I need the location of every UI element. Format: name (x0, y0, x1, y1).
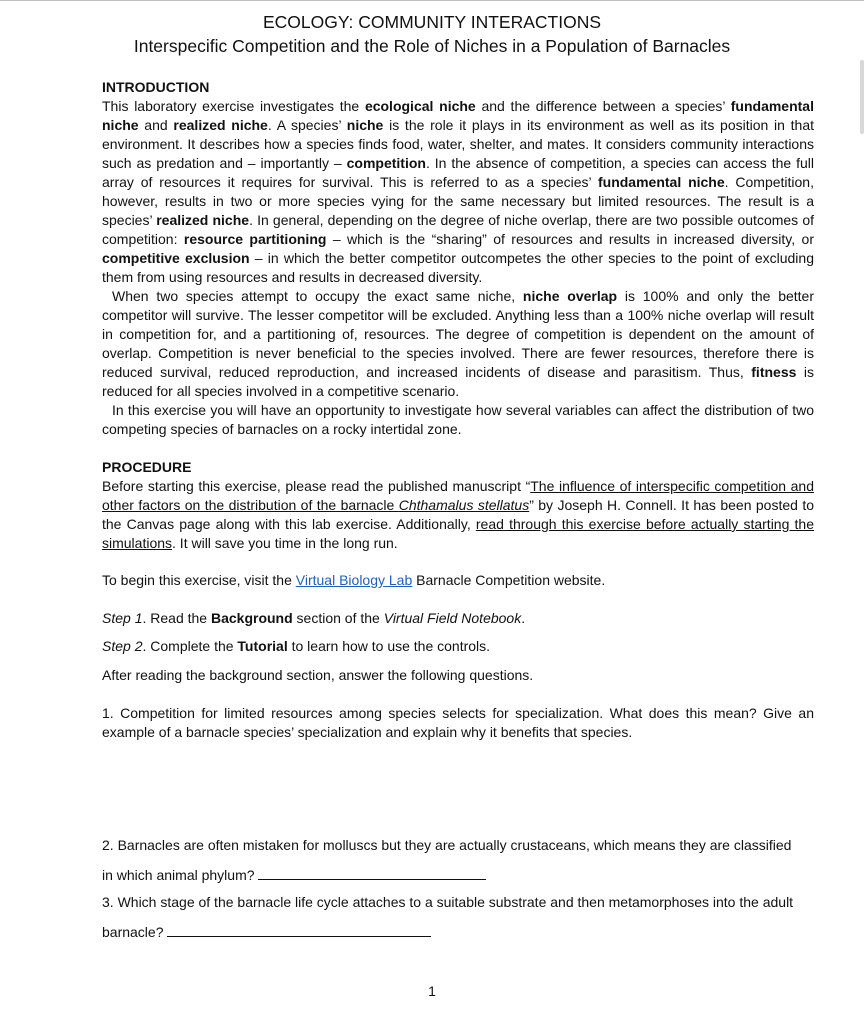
document-title: ECOLOGY: COMMUNITY INTERACTIONS (262, 12, 602, 32)
text-run: fundamental niche (597, 174, 725, 190)
question-3-line-2 (102, 922, 814, 942)
text-run: Barnacle Competition website. (412, 572, 606, 588)
intro-paragraph-2 (102, 287, 814, 401)
text-run: In this exercise you will have an opportunity to investigate how several variables can affect the distribution of two competing species of barnacles on a rocky intertidal zone. (102, 402, 814, 437)
question-3-prompt: barnacle? (102, 924, 164, 940)
document-subtitle: Interspecific Competition and the Role of Niches in a Population of Barnacles (133, 36, 731, 56)
intro-paragraph-3 (102, 401, 814, 439)
after-reading-instruction (102, 666, 814, 685)
question-2-line-1: 2. Barnacles are often mistaken for molluscs but they are actually crustaceans, which means they are classified (102, 837, 792, 853)
procedure-intro (102, 477, 814, 553)
text-run: is 100% and only the better competitor will survive. The lesser competitor will be excluded. Anything less than a 100% niche overlap will result in competition for, and a partitioning of, resources. The degree of competition is dependent on the amount of overlap. Competition is never beneficial to the species involved. There are fewer resources, therefore there is reduced survival, reduced reproduction, and increased incidents of disease and parasitism. Thus, (102, 288, 815, 380)
text-run: . A species’ (267, 117, 347, 133)
text-run: – which is the “sharing” of resources and results in increased diversity, or (326, 231, 814, 247)
text-run: niche (346, 117, 384, 133)
text-run: Chthamalus stellatus (398, 497, 530, 513)
text-run: resource partitioning (183, 231, 327, 247)
question-2-answer-blank[interactable] (258, 865, 486, 880)
text-run: Virtual Field Notebook (383, 610, 522, 626)
text-run: Tutorial (237, 638, 288, 654)
question-2-line-2 (102, 865, 814, 885)
text-run: This laboratory exercise investigates the (102, 98, 365, 114)
text-run: read through this exercise before actually starting the simulations (102, 516, 815, 551)
text-run: Step 2 (102, 638, 143, 654)
text-run: . (521, 610, 526, 626)
text-run: When two species attempt to occupy the exact same niche, (112, 288, 523, 304)
text-run: competition (346, 155, 426, 171)
text-run: Before starting this exercise, please read the published manuscript “ (102, 478, 531, 494)
question-2-prompt: in which animal phylum? (102, 867, 255, 883)
procedure-paragraph (102, 477, 814, 553)
introduction-heading: INTRODUCTION (102, 79, 210, 95)
text-run: ” by Joseph H. Connell. It has been posted to the Canvas page along with this lab exercise. Additionally, (102, 497, 814, 532)
text-run: realized niche (156, 212, 250, 228)
text-run: is reduced for all species involved in a competitive scenario. (102, 364, 814, 399)
scrollbar-thumb[interactable] (860, 60, 864, 134)
text-run: The influence of interspecific competition and other factors on the distribution of the barnacle (102, 478, 814, 513)
page-number: 1 (428, 983, 436, 999)
page-top-border (0, 0, 864, 1)
text-run: . In the absence of competition, a species can access the full array of resources it requires for survival. This is referred to as a species’ (102, 155, 814, 190)
text-run: fundamental niche (102, 98, 814, 133)
text-run: . Competition, however, results in two or more species vying for the same necessary but limited resources. The result is a species’ (102, 174, 814, 228)
text-run: realized niche (173, 117, 268, 133)
text-run: Step 1 (102, 610, 143, 626)
step-2 (102, 637, 814, 656)
text-run: . Complete the (142, 638, 238, 654)
text-run: To begin this exercise, visit the (102, 572, 296, 588)
step-1 (102, 609, 814, 628)
text-run: to learn how to use the controls. (287, 638, 491, 654)
text-run: fitness (751, 364, 797, 380)
introduction-body (102, 97, 814, 439)
text-run: competitive exclusion (102, 250, 250, 266)
virtual-biology-lab-link[interactable]: Virtual Biology Lab (295, 572, 413, 588)
question-3-answer-blank[interactable] (167, 922, 431, 937)
begin-instruction (102, 571, 814, 590)
text-run: is the role it plays in its environment as well as its position in that environment. It describes how a species finds food, water, shelter, and mates. It considers community interactions such as predation and – importantly – (102, 117, 815, 171)
procedure-heading: PROCEDURE (102, 459, 192, 475)
question-1: 1. Competition for limited resources among species selects for specialization. What does this mean? Give an example of a barnacle species’ specialization and explain why it benefits that species. (102, 705, 814, 740)
text-run: . It will save you time in the long run. (172, 535, 398, 551)
text-run: After reading the background section, answer the following questions. (102, 667, 534, 683)
text-run: niche overlap (522, 288, 618, 304)
text-run: . Read the (142, 610, 211, 626)
intro-paragraph-1 (102, 97, 814, 287)
text-run: . In general, depending on the degree of niche overlap, there are two possible outcomes of competition: (102, 212, 815, 247)
text-run: ecological niche (364, 98, 476, 114)
text-run: Background (210, 610, 293, 626)
text-run: and the difference between a species’ (475, 98, 731, 114)
text-run: and (138, 117, 174, 133)
text-run: section of the (292, 610, 384, 626)
text-run: – in which the better competitor outcompetes the other species to the point of excluding them from using resources and results in decreased diversity. (102, 250, 814, 285)
question-3-line-1: 3. Which stage of the barnacle life cycle attaches to a suitable substrate and then metamorphoses into the adult (102, 894, 794, 910)
